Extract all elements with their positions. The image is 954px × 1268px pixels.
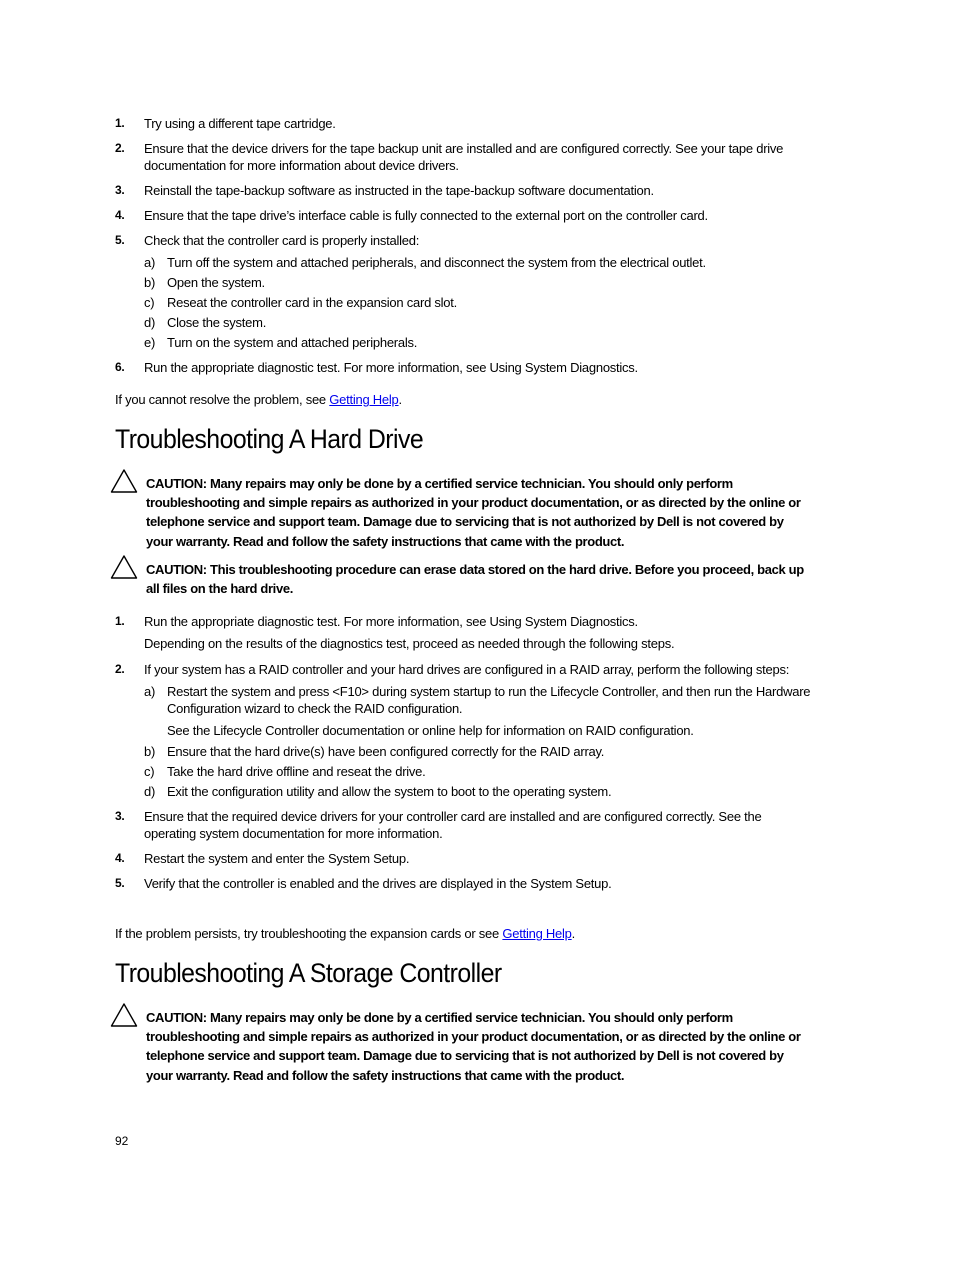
help-prefix: If the problem persists, try troubleshooting the expansion cards or see [115,926,503,941]
page-number: 92 [115,1134,129,1148]
storage-controller-heading: Troubleshooting A Storage Controller [115,958,502,988]
tape-help-paragraph [115,391,815,408]
substep-letter: b) [144,744,156,759]
substep-note: See the Lifecycle Controller documentation or online help for information on RAID configuration. [167,723,694,738]
caution-text: CAUTION: This troubleshooting procedure can erase data stored on the hard drive. Before you proceed, back up all files on the hard drive. [146,562,804,597]
list-item [115,808,815,842]
list-item [115,182,815,199]
step-number: 4. [115,851,125,865]
list-item [115,115,815,132]
substep-letter: d) [144,784,156,799]
substep-letter: c) [144,295,155,310]
substep-letter: d) [144,315,156,330]
substep-text: Reseat the controller card in the expansion card slot. [167,295,458,310]
substep-text: Exit the configuration utility and allow the system to boot to the operating system. [167,784,612,799]
caution-text: CAUTION: Many repairs may only be done by a certified service technician. You should only perform troubleshooting and simple repairs as authorized in your product documentation, or as directed by the online or telephone service and support team. Damage due to servicing that is not authorized by Dell is not covered by your warranty. Read and follow the safety instructions that came with the product. [146,1010,801,1083]
list-item [144,763,815,780]
list-item [144,743,815,760]
list-item [115,850,815,867]
substep-letter: b) [144,275,156,290]
step-number: 2. [115,141,125,155]
tape-steps-list [115,115,815,376]
list-item [144,254,815,271]
list-item [144,314,815,331]
substep-letter: c) [144,764,155,779]
step-text: If your system has a RAID controller and your hard drives are configured in a RAID array, perform the following steps: [144,662,790,677]
hard-drive-heading: Troubleshooting A Hard Drive [115,424,424,454]
getting-help-link[interactable]: Getting Help [329,392,399,407]
step-number: 3. [115,183,125,197]
list-item [115,207,815,224]
substep-letter: e) [144,335,156,350]
caution-triangle-icon [110,468,138,494]
help-suffix: . [571,926,576,941]
list-item [115,232,815,351]
list-item [115,875,815,892]
step-text: Try using a different tape cartridge. [144,116,336,131]
list-item [115,661,815,800]
list-item [115,613,815,652]
caution-triangle-icon [110,1002,138,1028]
list-item [115,140,815,174]
step-note: Depending on the results of the diagnostics test, proceed as needed through the following steps. [144,636,675,651]
list-item [144,683,815,739]
help-prefix: If you cannot resolve the problem, see [115,392,330,407]
substep-text: Ensure that the hard drive(s) have been configured correctly for the RAID array. [167,744,605,759]
hard-drive-steps-list [115,613,815,892]
step-number: 1. [115,116,125,130]
list-item [144,783,815,800]
list-item [144,274,815,291]
caution-text: CAUTION: Many repairs may only be done by a certified service technician. You should only perform troubleshooting and simple repairs as authorized in your product documentation, or as directed by the online or telephone service and support team. Damage due to servicing that is not authorized by Dell is not covered by your warranty. Read and follow the safety instructions that came with the product. [146,476,801,549]
substep-text: Take the hard drive offline and reseat the drive. [167,764,426,779]
substep-text: Restart the system and press <F10> during system startup to run the Lifecycle Controller, and then run the Hardware Configuration wizard to check the RAID configuration. [167,684,811,716]
list-item [115,359,815,376]
step-number: 6. [115,360,125,374]
step-number: 5. [115,233,125,247]
list-item [144,334,815,351]
substep-text: Open the system. [167,275,265,290]
hard-drive-help-paragraph [115,925,815,942]
substep-letter: a) [144,684,156,699]
substep-letter: a) [144,255,156,270]
caution-note [110,1008,810,1085]
getting-help-link[interactable]: Getting Help [502,926,572,941]
step-number: 1. [115,614,125,628]
step-number: 3. [115,809,125,823]
step-text: Verify that the controller is enabled and the drives are displayed in the System Setup. [144,876,612,891]
step-text: Run the appropriate diagnostic test. For more information, see Using System Diagnostics. [144,614,638,629]
caution-note [110,560,810,598]
substep-text: Close the system. [167,315,267,330]
substep-text: Turn on the system and attached peripherals. [167,335,418,350]
caution-note [110,474,810,551]
step-text: Restart the system and enter the System Setup. [144,851,410,866]
list-item [144,294,815,311]
step-text: Run the appropriate diagnostic test. For more information, see Using System Diagnostics. [144,360,638,375]
help-suffix: . [398,392,402,407]
step-text: Ensure that the tape drive’s interface cable is fully connected to the external port on the controller card. [144,208,708,223]
step-text: Check that the controller card is properly installed: [144,233,420,248]
step-number: 4. [115,208,125,222]
step-number: 2. [115,662,125,676]
step-text: Ensure that the device drivers for the tape backup unit are installed and are configured correctly. See your tape drive documentation for more information about device drivers. [144,141,784,173]
substeps-list [144,254,815,351]
substeps-list [144,683,815,800]
step-number: 5. [115,876,125,890]
caution-triangle-icon [110,554,138,580]
step-text: Reinstall the tape-backup software as instructed in the tape-backup software documentation. [144,183,654,198]
step-text: Ensure that the required device drivers for your controller card are installed and are configured correctly. See the operating system documentation for more information. [144,809,762,841]
substep-text: Turn off the system and attached peripherals, and disconnect the system from the electrical outlet. [167,255,706,270]
